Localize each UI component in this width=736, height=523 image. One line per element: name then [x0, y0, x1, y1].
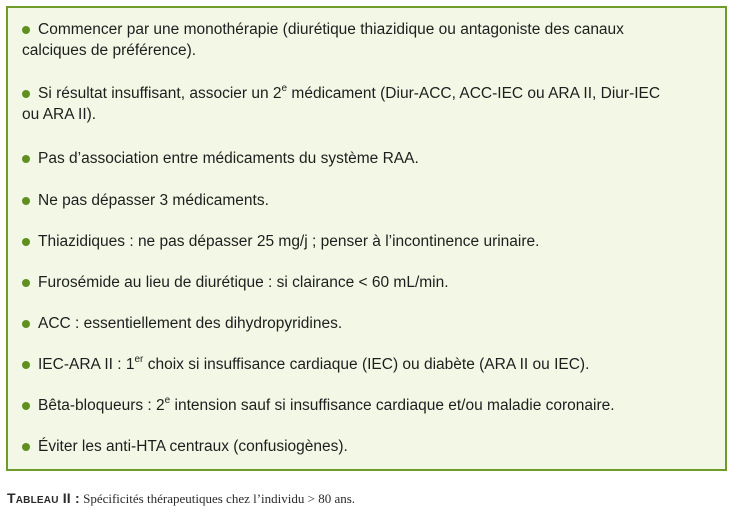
item-text-continued: ou ARA II). [22, 106, 97, 123]
list-item [22, 231, 707, 252]
list-item [22, 272, 707, 293]
bullet-icon [22, 90, 30, 98]
item-text: Commencer par une monothérapie (diurétique thiazidique ou antagoniste des canaux [38, 21, 624, 38]
list-item [22, 313, 707, 334]
list-item [22, 395, 707, 416]
list-item [22, 19, 707, 61]
list-item [22, 148, 707, 169]
bullet-icon [22, 279, 30, 287]
item-text-continued: calciques de préférence). [22, 42, 197, 59]
bullet-icon [22, 197, 30, 205]
item-text: Bêta-bloqueurs : 2e intension sauf si insuffisance cardiaque et/ou maladie coronaire. [38, 394, 615, 414]
list-item [22, 354, 707, 375]
table-caption [7, 490, 355, 507]
list-item [22, 190, 707, 211]
item-text: Ne pas dépasser 3 médicaments. [38, 192, 269, 209]
recommendations-table [6, 6, 727, 471]
bullet-icon [22, 155, 30, 163]
item-text: IEC-ARA II : 1er choix si insuffisance cardiaque (IEC) ou diabète (ARA II ou IEC). [38, 353, 590, 373]
bullet-icon [22, 238, 30, 246]
item-text: Thiazidiques : ne pas dépasser 25 mg/j ; penser à l’incontinence urinaire. [38, 233, 540, 250]
item-text: Pas d’association entre médicaments du système RAA. [38, 150, 419, 167]
list-item [22, 436, 707, 457]
bullet-icon [22, 361, 30, 369]
item-text: Furosémide au lieu de diurétique : si clairance < 60 mL/min. [38, 274, 449, 291]
item-text: Éviter les anti-HTA centraux (confusiogènes). [38, 438, 348, 455]
caption-text: Spécificités thérapeutiques chez l’individu > 80 ans. [79, 491, 356, 506]
bullet-icon [22, 26, 30, 34]
caption-label: Tableau II : [7, 490, 80, 506]
bullet-icon [22, 402, 30, 410]
item-text: ACC : essentiellement des dihydropyridines. [38, 315, 343, 332]
bullet-icon [22, 320, 30, 328]
bullet-icon [22, 443, 30, 451]
list-item [22, 83, 707, 125]
item-text: Si résultat insuffisant, associer un 2e médicament (Diur-ACC, ACC-IEC ou ARA II, Diur-IEC [38, 82, 661, 102]
